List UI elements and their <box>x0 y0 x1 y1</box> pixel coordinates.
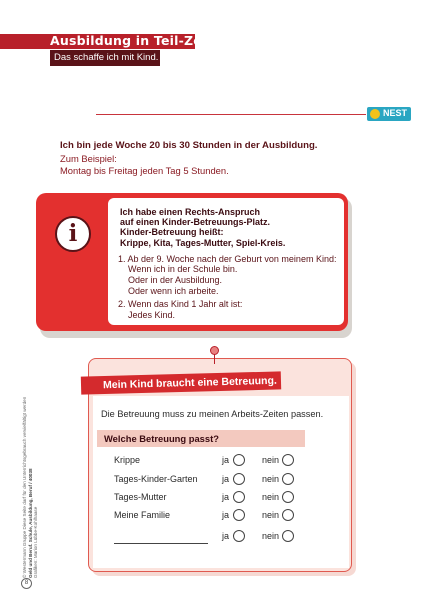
custom-option-input[interactable] <box>114 543 208 544</box>
nest-badge <box>367 107 411 121</box>
intro-example-label: Zum Beispiel: <box>60 153 117 164</box>
nest-badge-label: NEST <box>383 108 408 118</box>
copyright-line: © Westermann Gruppe Diese Seite darf für den Unterrichtsgebrauch vervielfältigt werden <box>22 396 27 578</box>
copyright-sidebar <box>22 388 39 578</box>
yes-label: ja <box>222 531 230 541</box>
yes-radio-custom[interactable] <box>233 530 245 542</box>
yes-radio-tages-mutter[interactable] <box>233 491 245 503</box>
worksheet-title: Mein Kind braucht eine Betreuung. <box>102 374 277 392</box>
yes-label: ja <box>222 510 230 520</box>
option-label-tages-mutter: Tages-Mutter <box>114 492 167 502</box>
option-label-meine-familie: Meine Familie <box>114 510 171 520</box>
option-label-tages-kinder-garten: Tages-Kinder-Garten <box>114 474 198 484</box>
intro-statement: Ich bin jede Woche 20 bis 30 Stunden in der Ausbildung. <box>60 140 318 151</box>
no-label: nein <box>262 531 280 541</box>
no-label: nein <box>262 455 280 465</box>
yes-radio-meine-familie[interactable] <box>233 509 245 521</box>
info-heading-line: Krippe, Kita, Tages-Mutter, Spiel-Kreis. <box>120 238 286 248</box>
question-text: Welche Betreuung passt? <box>104 433 219 444</box>
no-label: nein <box>262 474 280 484</box>
page-title: Ausbildung in Teil-Zeit <box>50 33 213 48</box>
yes-label: ja <box>222 474 230 484</box>
yes-radio-tages-kinder-garten[interactable] <box>233 473 245 485</box>
info-item-2-title: 2. Wenn das Kind 1 Jahr alt ist: <box>118 299 243 309</box>
yes-label: ja <box>222 492 230 502</box>
no-label: nein <box>262 492 280 502</box>
pin-icon <box>210 346 219 355</box>
info-item-2-line: Jedes Kind. <box>128 310 176 320</box>
info-icon: i <box>55 216 91 252</box>
no-label: nein <box>262 510 280 520</box>
option-label-krippe: Krippe <box>114 455 141 465</box>
yes-label: ja <box>222 455 230 465</box>
info-heading-line: Kinder-Betreuung heißt: <box>120 227 224 237</box>
info-item-1-line: Wenn ich in der Schule bin. <box>128 264 238 274</box>
worksheet-intro: Die Betreuung muss zu meinen Arbeits-Zeiten passen. <box>101 409 324 419</box>
yes-radio-krippe[interactable] <box>233 454 245 466</box>
page-subtitle: Das schaffe ich mit Kind. <box>54 52 159 63</box>
no-radio-tages-kinder-garten[interactable] <box>282 473 294 485</box>
nest-logo-icon <box>370 109 380 119</box>
info-heading-line: Ich habe einen Rechts-Anspruch <box>120 207 261 217</box>
no-radio-tages-mutter[interactable] <box>282 491 294 503</box>
info-item-1-title: 1. Ab der 9. Woche nach der Geburt von meinem Kind: <box>118 254 337 264</box>
divider-line <box>96 114 366 115</box>
info-heading-line: auf einen Kinder-Betreuungs-Platz. <box>120 217 271 227</box>
info-item-1-line: Oder wenn ich arbeite. <box>128 286 219 296</box>
no-radio-custom[interactable] <box>282 530 294 542</box>
page-number: 8 <box>21 578 32 589</box>
intro-example-text: Montag bis Freitag jeden Tag 5 Stunden. <box>60 165 229 176</box>
credits-line: Grafiken: Marion Lübbe-Kohlhaase <box>33 506 38 578</box>
book-title-line: Geld und Beruf. Schule, Ausbildung, Beruf / 40038 <box>27 468 33 578</box>
no-radio-meine-familie[interactable] <box>282 509 294 521</box>
info-item-1-line: Oder in der Ausbildung. <box>128 275 223 285</box>
no-radio-krippe[interactable] <box>282 454 294 466</box>
